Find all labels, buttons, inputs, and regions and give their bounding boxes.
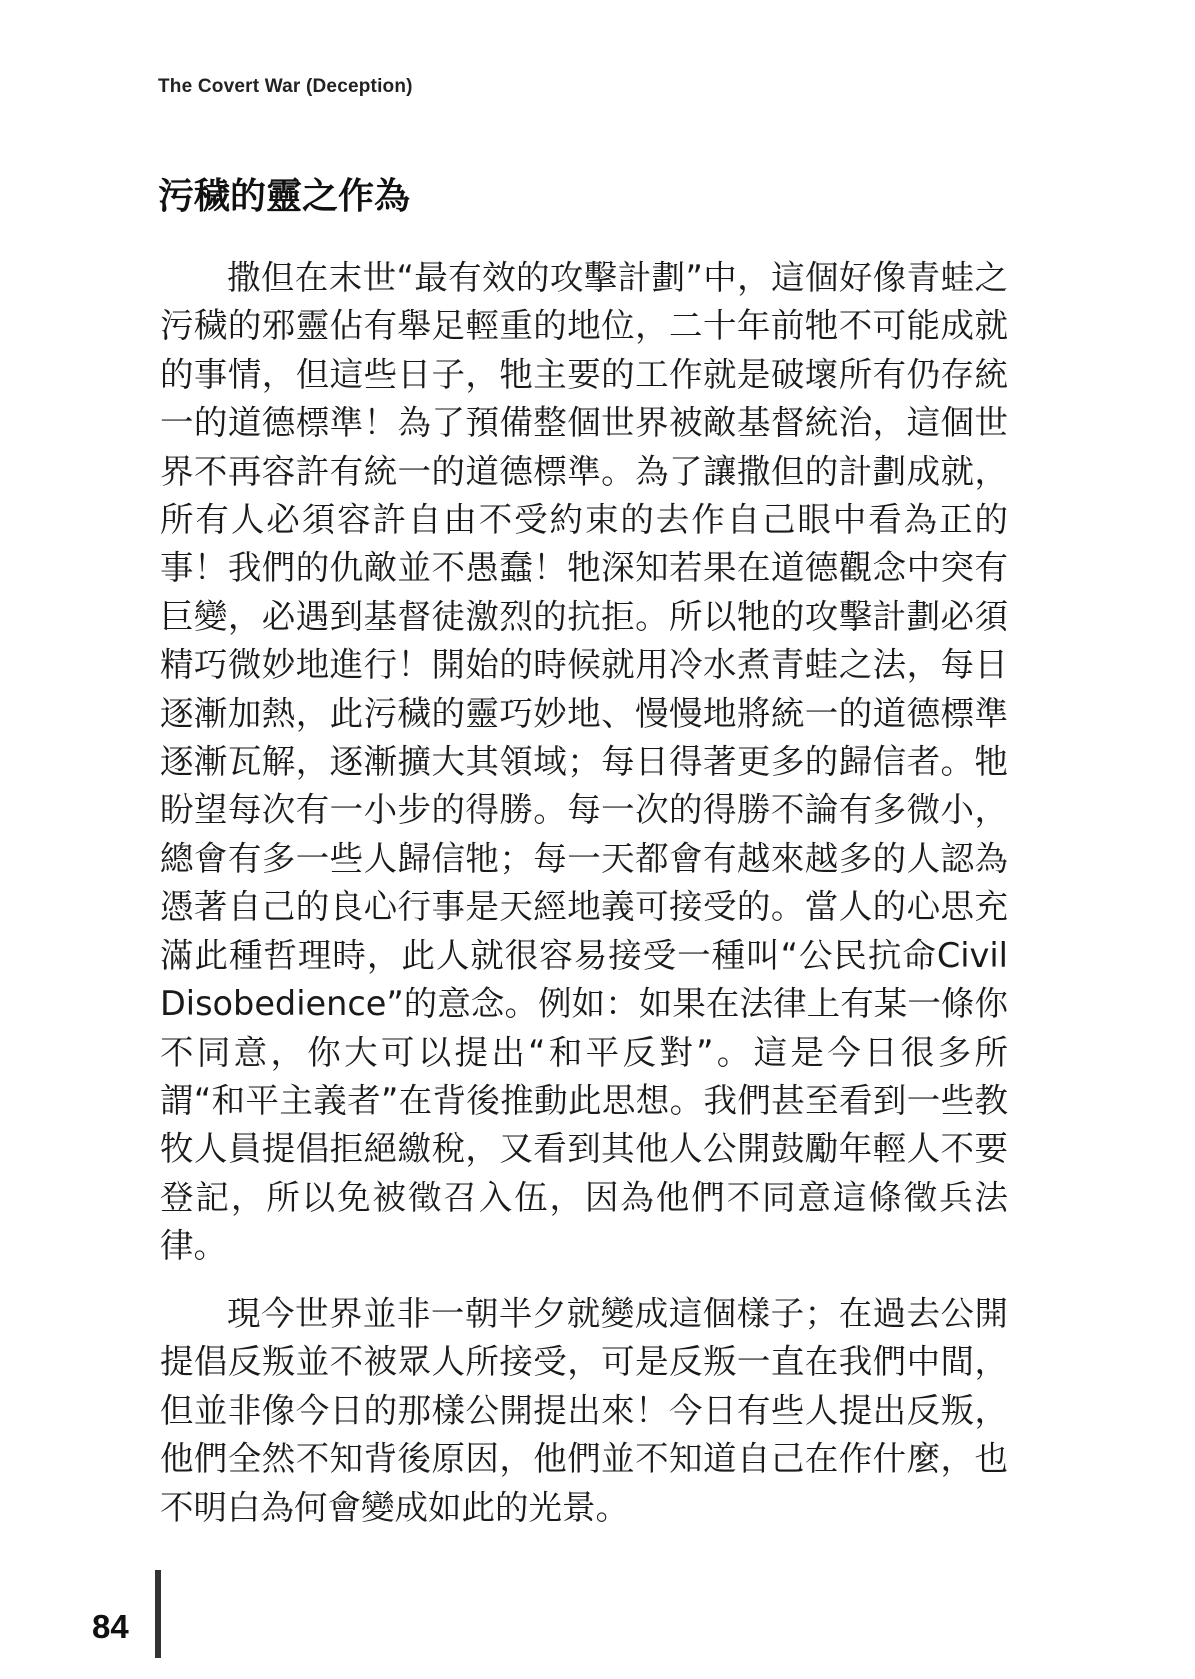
running-header: The Covert War (Deception) [158,76,413,97]
body-paragraph-1: 撒但在末世“最有效的攻擊計劃”中，這個好像青蛙之污穢的邪靈佔有舉足輕重的地位，二十年前牠不可能成就的事情，但這些日子，牠主要的工作就是破壞所有仍存統一的道德標準！為了預備整個世界被敵基督統治，這個世界不再容許有統一的道德標準。為了讓撒但的計劃成就，所有人必須容許自由不受約束的去作自己眼中看為正的事！我們的仇敵並不愚蠢！牠深知若果在道德觀念中突有巨變，必遇到基督徒激烈的抗拒。所以牠的攻擊計劃必須精巧微妙地進行！開始的時候就用冷水煮青蛙之法，每日逐漸加熱，此污穢的靈巧妙地、慢慢地將統一的道德標準逐漸瓦解，逐漸擴大其領域；每日得著更多的歸信者。牠盼望每次有一小步的得勝。每一次的得勝不論有多微小，總會有多一些人歸信牠；每一天都會有越來越多的人認為憑著自己的良心行事是天經地義可接受的。當人的心思充滿此種哲理時，此人就很容易接受一種叫“公民抗命Civil Disobedience”的意念。例如：如果在法律上有某一條你不同意，你大可以提出“和平反對”。這是今日很多所謂“和平主義者”在背後推動此思想。我們甚至看到一些教牧人員提倡拒絕繳稅，又看到其他人公開鼓勵年輕人不要登記，所以免被徵召入伍，因為他們不同意這條徵兵法律。 [160,258,1008,1266]
body-paragraph-2: 現今世界並非一朝半夕就變成這個樣子；在過去公開提倡反叛並不被眾人所接受，可是反叛一直在我們中間，但並非像今日的那樣公開提出來！今日有些人提出反叛，他們全然不知背後原因，他們並不知道自己在作什麼，也不明白為何會變成如此的光景。 [160,1294,1008,1527]
section-title: 污穢的靈之作為 [158,176,411,217]
page-number-rule [155,1570,161,1658]
page-number: 84 [92,1608,129,1645]
